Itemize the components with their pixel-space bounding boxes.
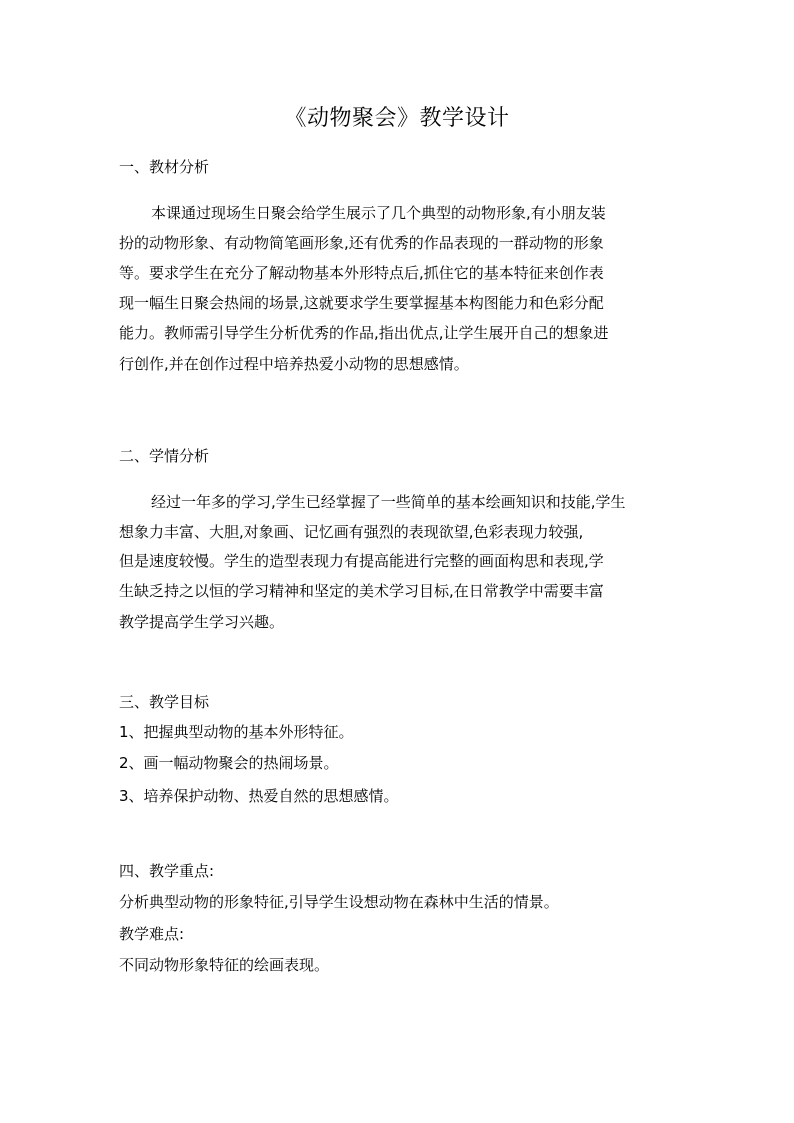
page-title: 《动物聚会》教学设计: [284, 106, 510, 131]
paragraph-line: 生缺乏持之以恒的学习精神和坚定的美术学习目标,在日常教学中需要丰富: [119, 582, 604, 600]
paragraph-line: 分析典型动物的形象特征,引导学生设想动物在森林中生活的情景。: [119, 893, 559, 911]
paragraph-line: 不同动物形象特征的绘画表现。: [119, 956, 330, 974]
list-item: 3、培养保护动物、热爱自然的思想感情。: [119, 787, 399, 805]
list-item: 1、把握典型动物的基本外形特征。: [119, 723, 354, 741]
list-item: 2、画一幅动物聚会的热闹场景。: [119, 754, 339, 772]
paragraph-line: 现一幅生日聚会热闹的场景,这就要求学生要掌握基本构图能力和色彩分配: [119, 294, 604, 312]
paragraph-line: 能力。教师需引导学生分析优秀的作品,指出优点,让学生展开自己的想象进: [119, 324, 609, 342]
section-heading: 三、教学目标: [119, 693, 210, 711]
paragraph-line: 但是速度较慢。学生的造型表现力有提高能进行完整的画面构思和表现,学: [119, 552, 604, 570]
paragraph-line: 等。要求学生在充分了解动物基本外形特点后,抓住它的基本特征来创作表: [119, 264, 604, 282]
section-heading: 四、教学重点:: [119, 862, 215, 880]
subheading: 教学难点:: [119, 925, 185, 943]
paragraph-line: 本课通过现场生日聚会给学生展示了几个典型的动物形象,有小朋友装: [151, 204, 606, 222]
paragraph-line: 教学提高学生学习兴趣。: [119, 613, 285, 631]
paragraph-line: 想象力丰富、大胆,对象画、记忆画有强烈的表现欲望,色彩表现力较强,: [119, 523, 584, 541]
paragraph-line: 经过一年多的学习,学生已经掌握了一些简单的基本绘画知识和技能,学生: [151, 493, 626, 511]
section-heading: 一、教材分析: [119, 158, 210, 176]
paragraph-line: 扮的动物形象、有动物简笔画形象,还有优秀的作品表现的一群动物的形象: [119, 234, 604, 252]
section-heading: 二、学情分析: [119, 447, 210, 465]
paragraph-line: 行创作,并在创作过程中培养热爱小动物的思想感情。: [119, 355, 469, 373]
